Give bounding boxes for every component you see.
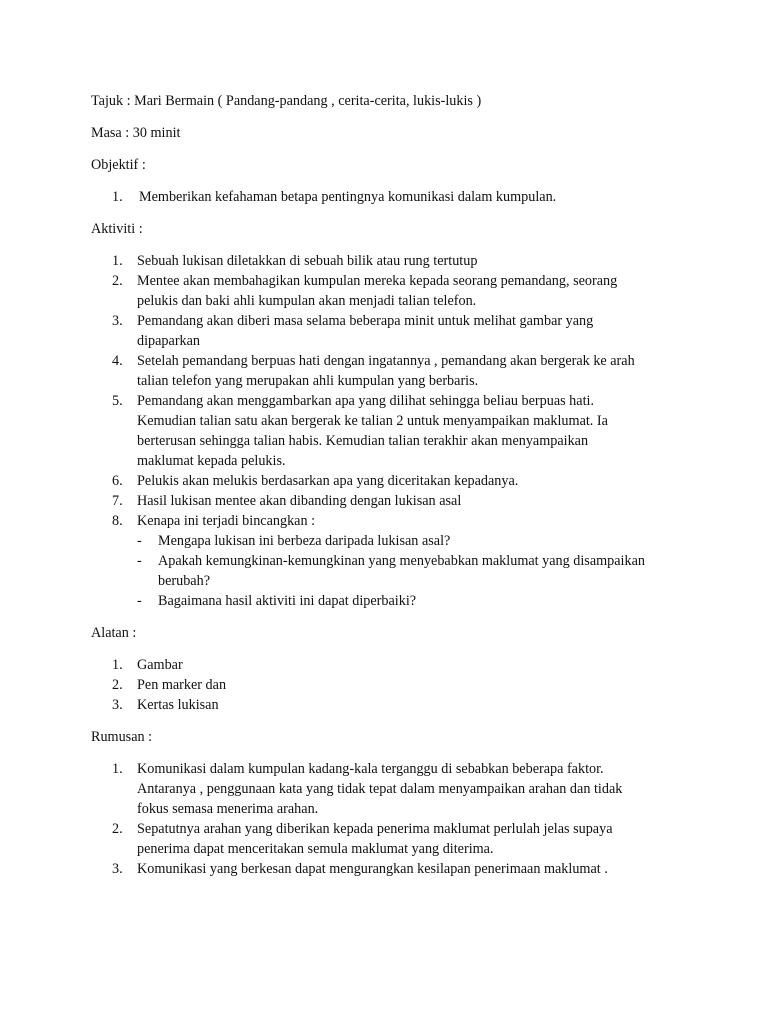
sublist-item-text: Apakah kemungkinan-kemungkinan yang menyebabkan maklumat yang disampaikan — [158, 553, 645, 569]
list-item — [91, 391, 691, 471]
list-item-text: Komunikasi dalam kumpulan kadang-kala terganggu di sebabkan beberapa faktor. — [137, 761, 604, 777]
list-item — [91, 675, 691, 695]
list-item-text: Pen marker dan — [137, 677, 227, 693]
spacer — [91, 611, 691, 623]
list-item — [91, 819, 691, 859]
dash-marker: - — [137, 553, 142, 569]
dash-marker: - — [137, 593, 142, 609]
list-item — [91, 187, 691, 207]
list-marker: 2. — [112, 821, 123, 837]
activity-heading: Aktiviti : — [91, 221, 143, 237]
list-item — [91, 351, 691, 391]
list-item-text: Kenapa ini terjadi bincangkan : — [137, 513, 316, 529]
summary-heading: Rumusan : — [91, 729, 153, 745]
list-item-text: Pemandang akan menggambarkan apa yang dilihat sehingga beliau berpuas hati. — [137, 393, 594, 409]
spacer — [91, 143, 691, 155]
list-item — [91, 859, 691, 879]
sublist-item — [137, 551, 691, 591]
list-marker: 1. — [112, 253, 123, 269]
list-item-text: Sepatutnya arahan yang diberikan kepada penerima maklumat perlulah jelas supaya — [137, 821, 613, 837]
list-marker: 8. — [112, 513, 123, 529]
list-item-text: Mentee akan membahagikan kumpulan mereka kepada seorang pemandang, seorang — [137, 273, 618, 289]
list-item-text: talian telefon yang merupakan ahli kumpulan yang berbaris. — [137, 373, 479, 389]
duration-line: Masa : 30 minit — [91, 125, 181, 141]
sublist-item-text: berubah? — [158, 573, 210, 589]
list-item — [91, 251, 691, 271]
list-marker: 3. — [112, 697, 123, 713]
document-page — [91, 91, 691, 879]
list-item-text: Gambar — [137, 657, 183, 673]
list-marker: 7. — [112, 493, 123, 509]
list-item — [91, 271, 691, 311]
list-item — [91, 759, 691, 819]
list-item-text: Komunikasi yang berkesan dapat mengurangkan kesilapan penerimaan maklumat . — [137, 861, 608, 877]
objective-heading: Objektif : — [91, 157, 146, 173]
list-item — [91, 695, 691, 715]
list-marker: 2. — [112, 273, 123, 289]
list-marker: 3. — [112, 861, 123, 877]
list-item-text: Pelukis akan melukis berdasarkan apa yang diceritakan kepadanya. — [137, 473, 519, 489]
list-marker: 1. — [112, 189, 123, 205]
materials-list — [91, 655, 691, 715]
list-item-text: maklumat kepada pelukis. — [137, 453, 286, 469]
list-marker: 1. — [112, 657, 123, 673]
spacer — [91, 207, 691, 219]
spacer — [91, 715, 691, 727]
list-item-text: Antaranya , penggunaan kata yang tidak tepat dalam menyampaikan arahan dan tidak — [137, 781, 623, 797]
list-item-text: Kemudian talian satu akan bergerak ke talian 2 untuk menyampaikan maklumat. Ia — [137, 413, 608, 429]
list-marker: 1. — [112, 761, 123, 777]
spacer — [91, 111, 691, 123]
list-item — [91, 511, 691, 611]
objective-list — [91, 187, 691, 207]
list-item-text: dipaparkan — [137, 333, 201, 349]
spacer — [91, 747, 691, 759]
sublist-item-text: Mengapa lukisan ini berbeza daripada lukisan asal? — [158, 533, 451, 549]
list-item-text: Memberikan kefahaman betapa pentingnya komunikasi dalam kumpulan. — [139, 189, 557, 205]
list-item-text: Pemandang akan diberi masa selama beberapa minit untuk melihat gambar yang — [137, 313, 594, 329]
list-item-text: pelukis dan baki ahli kumpulan akan menjadi talian telefon. — [137, 293, 477, 309]
discussion-sublist — [137, 531, 691, 611]
list-item — [91, 491, 691, 511]
sublist-item — [137, 591, 691, 611]
list-marker: 4. — [112, 353, 123, 369]
spacer — [91, 643, 691, 655]
list-item — [91, 471, 691, 491]
summary-list — [91, 759, 691, 879]
sublist-item-text: Bagaimana hasil aktiviti ini dapat diperbaiki? — [158, 593, 417, 609]
list-marker: 5. — [112, 393, 123, 409]
list-item — [91, 655, 691, 675]
activity-list — [91, 251, 691, 611]
list-marker: 6. — [112, 473, 123, 489]
spacer — [91, 175, 691, 187]
title-line: Tajuk : Mari Bermain ( Pandang-pandang , cerita-cerita, lukis-lukis ) — [91, 93, 482, 109]
spacer — [91, 239, 691, 251]
list-item-text: berterusan sehingga talian habis. Kemudian talian terakhir akan menyampaikan — [137, 433, 589, 449]
list-item-text: Sebuah lukisan diletakkan di sebuah bilik atau rung tertutup — [137, 253, 478, 269]
list-item-text: Hasil lukisan mentee akan dibanding dengan lukisan asal — [137, 493, 462, 509]
list-item-text: penerima dapat menceritakan semula maklumat yang diterima. — [137, 841, 494, 857]
sublist-item — [137, 531, 691, 551]
list-item-text: Kertas lukisan — [137, 697, 219, 713]
materials-heading: Alatan : — [91, 625, 137, 641]
list-item-text: Setelah pemandang berpuas hati dengan ingatannya , pemandang akan bergerak ke arah — [137, 353, 635, 369]
list-marker: 2. — [112, 677, 123, 693]
list-item-text: fokus semasa menerima arahan. — [137, 801, 319, 817]
list-marker: 3. — [112, 313, 123, 329]
list-item — [91, 311, 691, 351]
dash-marker: - — [137, 533, 142, 549]
